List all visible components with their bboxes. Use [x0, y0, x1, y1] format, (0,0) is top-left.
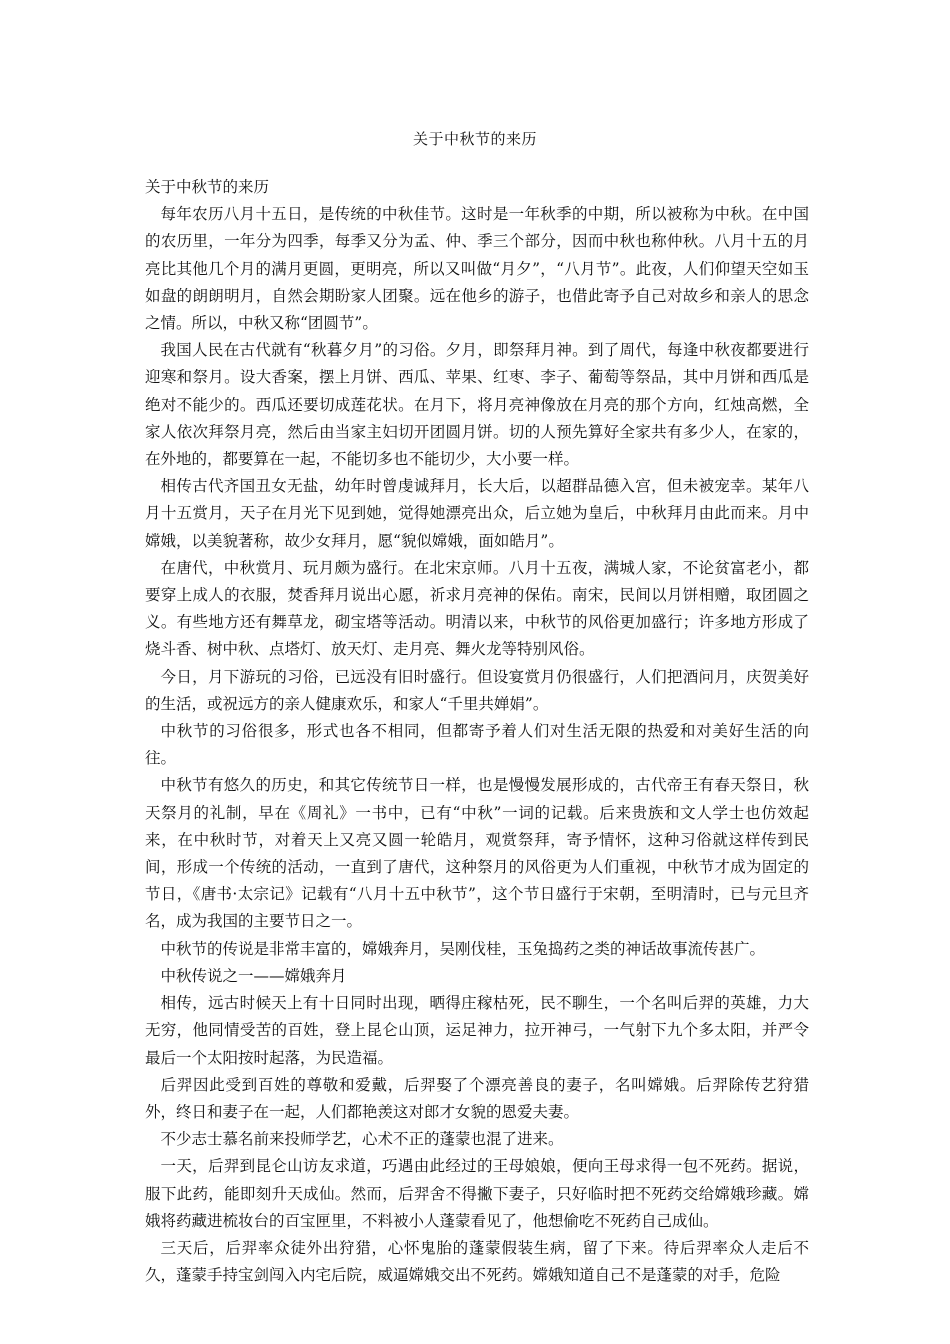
paragraph: 在唐代，中秋赏月、玩月颇为盛行。在北宋京师。八月十五夜，满城人家，不论贫富老小，都要穿上成人的衣服，焚香拜月说出心愿，祈求月亮神的保佑。南宋，民间以月饼相赠，取团圆之义。有些地方还有舞草龙，砌宝塔等活动。明清以来，中秋节的风俗更加盛行；许多地方形成了烧斗香、树中秋、点塔灯、放天灯、走月亮、舞火龙等特别风俗。: [145, 558, 809, 659]
paragraph: 每年农历八月十五日，是传统的中秋佳节。这时是一年秋季的中期，所以被称为中秋。在中国的农历里，一年分为四季，每季又分为孟、仲、季三个部分，因而中秋也称仲秋。八月十五的月亮比其他几个月的满月更圆，更明亮，所以又叫做“月夕”，“八月节”。此夜，人们仰望天空如玉如盘的朗朗明月，自然会期盼家人团聚。远在他乡的游子，也借此寄予自己对故乡和亲人的思念之情。所以，中秋又称“团圆节”。: [145, 205, 809, 333]
paragraph: 中秋节的习俗很多，形式也各不相同，但都寄予着人们对生活无限的热爱和对美好生活的向往。: [145, 722, 809, 768]
paragraph: 三天后，后羿率众徒外出狩猎，心怀鬼胎的蓬蒙假装生病，留了下来。待后羿率众人走后不久，蓬蒙手持宝剑闯入内宅后院，威逼嫦娥交出不死药。嫦娥知道自己不是蓬蒙的对手，危险: [145, 1238, 809, 1285]
document-body: [145, 174, 809, 1289]
paragraph: 中秋节的传说是非常丰富的，嫦娥奔月，吴刚伐桂，玉兔捣药之类的神话故事流传甚广。: [160, 939, 766, 958]
section-heading: 关于中秋节的来历: [145, 178, 270, 196]
paragraph: 相传，远古时候天上有十日同时出现，晒得庄稼枯死，民不聊生，一个名叫后羿的英雄，力大无穷，他同情受苦的百姓，登上昆仑山顶，运足神力，拉开神弓，一气射下九个多太阳，并严令最后一个太阳按时起落，为民造福。: [145, 994, 809, 1067]
paragraph: 中秋传说之一——嫦娥奔月: [160, 966, 347, 985]
paragraph: 中秋节有悠久的历史，和其它传统节日一样，也是慢慢发展形成的，古代帝王有春天祭日，秋天祭月的礼制，早在《周礼》一书中，已有“中秋”一词的记载。后来贵族和文人学士也仿效起来，在中秋时节，对着天上又亮又圆一轮皓月，观赏祭拜，寄予情怀，这种习俗就这样传到民间，形成一个传统的活动，一直到了唐代，这种祭月的风俗更为人们重视，中秋节才成为固定的节日，《唐书·太宗记》记载有“八月十五中秋节”，这个节日盛行于宋朝，至明清时，已与元旦齐名，成为我国的主要节日之一。: [145, 776, 809, 931]
paragraph: 今日，月下游玩的习俗，已远没有旧时盛行。但设宴赏月仍很盛行，人们把酒问月，庆贺美好的生活，或祝远方的亲人健康欢乐，和家人“千里共婵娟”。: [145, 667, 809, 713]
paragraph: 相传古代齐国丑女无盐，幼年时曾虔诚拜月，长大后，以超群品德入宫，但未被宠幸。某年八月十五赏月，天子在月光下见到她，觉得她漂亮出众，后立她为皇后，中秋拜月由此而来。月中嫦娥，以美貌著称，故少女拜月，愿“貌似嫦娥，面如皓月”。: [145, 477, 809, 550]
document-title: 关于中秋节的来历: [412, 130, 537, 148]
paragraph: 后羿因此受到百姓的尊敬和爱戴，后羿娶了个漂亮善良的妻子，名叫嫦娥。后羿除传艺狩猎外，终日和妻子在一起，人们都艳羡这对郎才女貌的恩爱夫妻。: [145, 1075, 809, 1121]
paragraph: 不少志士慕名前来投师学艺，心术不正的蓬蒙也混了进来。: [160, 1130, 564, 1149]
paragraph: 我国人民在古代就有“秋暮夕月”的习俗。夕月，即祭拜月神。到了周代，每逢中秋夜都要进行迎寒和祭月。设大香案，摆上月饼、西瓜、苹果、红枣、李子、葡萄等祭品，其中月饼和西瓜是绝对不能少的。西瓜还要切成莲花状。在月下，将月亮神像放在月亮的那个方向，红烛高燃，全家人依次拜祭月亮，然后由当家主妇切开团圆月饼。切的人预先算好全家共有多少人，在家的，在外地的，都要算在一起，不能切多也不能切少，大小要一样。: [145, 341, 809, 469]
paragraph: 一天，后羿到昆仑山访友求道，巧遇由此经过的王母娘娘，便向王母求得一包不死药。据说，服下此药，能即刻升天成仙。然而，后羿舍不得撇下妻子，只好临时把不死药交给嫦娥珍藏。嫦娥将药藏进梳妆台的百宝匣里，不料被小人蓬蒙看见了，他想偷吃不死药自己成仙。: [145, 1157, 809, 1230]
